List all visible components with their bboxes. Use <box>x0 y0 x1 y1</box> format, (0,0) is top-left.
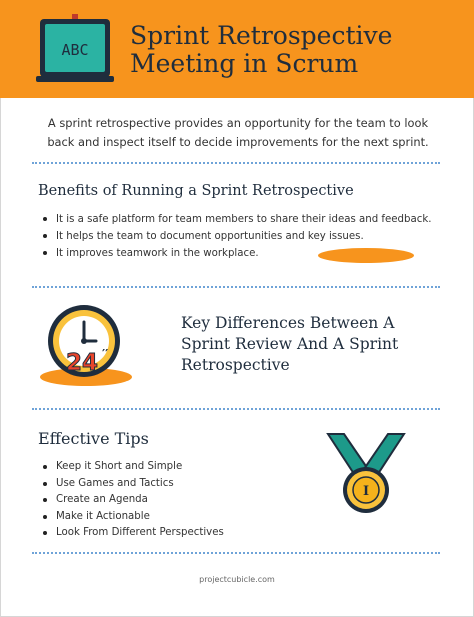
list-item: Look From Different Perspectives <box>40 525 224 542</box>
page-title <box>130 22 460 78</box>
intro-text <box>28 114 448 152</box>
medal-text: I <box>362 484 370 499</box>
list-item: Make it Actionable <box>40 509 224 526</box>
footer-credit: projectcubicle.com <box>199 575 275 584</box>
list-item: It is a safe platform for team members to share their ideas and feedback. <box>40 211 431 228</box>
chalkboard-text: ABC <box>61 41 89 59</box>
tips-list <box>40 459 224 542</box>
intro-line-2: back and inspect itself to decide improvements for the next sprint. <box>47 135 429 149</box>
benefits-heading: Benefits of Running a Sprint Retrospective <box>38 183 354 199</box>
section-divider <box>32 162 440 164</box>
list-item: Keep it Short and Simple <box>40 459 224 476</box>
list-item: Create an Agenda <box>40 492 224 509</box>
differences-heading-line-3: Retrospective <box>181 356 290 374</box>
page-title-line-2: Meeting in Scrum <box>130 49 359 78</box>
differences-heading-line-1: Key Differences Between A <box>181 314 395 332</box>
differences-heading-line-2: Sprint Review And A Sprint <box>181 335 399 353</box>
tips-heading: Effective Tips <box>38 429 149 448</box>
section-divider <box>32 286 440 288</box>
differences-heading <box>181 313 398 376</box>
intro-line-1: A sprint retrospective provides an opportunity for the team to look <box>47 116 429 130</box>
clock-24-icon <box>36 300 132 390</box>
page-title-line-1: Sprint Retrospective <box>130 21 393 50</box>
chalkboard-icon <box>34 14 116 84</box>
decorative-orange-shape <box>318 248 414 263</box>
list-item: It helps the team to document opportunities and key issues. <box>40 228 431 245</box>
list-item: It improves teamwork in the workplace. <box>40 245 431 262</box>
clock-number: 24 <box>65 350 99 376</box>
section-divider <box>32 408 440 410</box>
medal-icon <box>322 432 410 516</box>
list-item: Use Games and Tactics <box>40 476 224 493</box>
section-divider <box>32 552 440 554</box>
svg-text:′′: ′′ <box>102 347 109 361</box>
